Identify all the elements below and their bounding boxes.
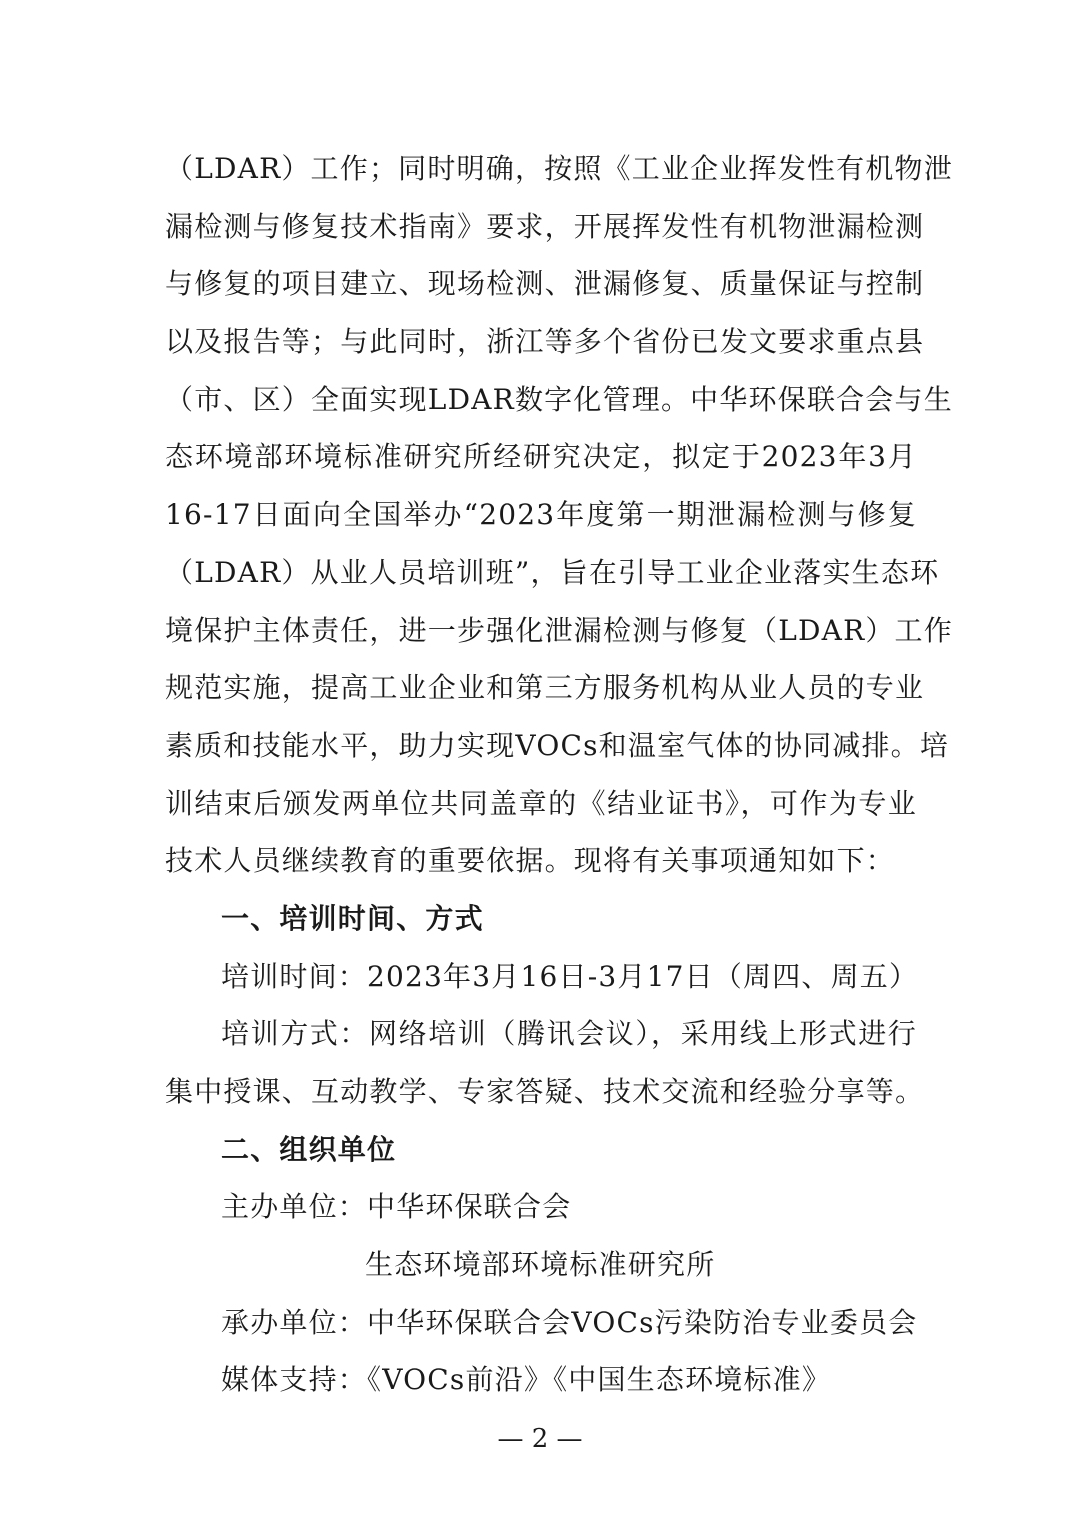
paragraph-line: 训结束后颁发两单位共同盖章的《结业证书》，可作为专业 (165, 786, 917, 820)
section-heading: 一、培训时间、方式 (221, 901, 484, 935)
host-unit-line: 主办单位：中华环保联合会 (221, 1190, 572, 1224)
paragraph-line: 漏检测与修复技术指南》要求，开展挥发性有机物泄漏检测 (165, 209, 925, 243)
intro-paragraph (165, 140, 953, 890)
section-heading: 二、组织单位 (221, 1132, 397, 1166)
organizer-unit-line: 承办单位：中华环保联合会VOCs污染防治专业委员会 (221, 1305, 918, 1339)
paragraph-line: （市、区）全面实现LDAR数字化管理。中华环保联合会与生 (165, 382, 953, 416)
section-organizers (165, 1121, 917, 1409)
paragraph-line: 以及报告等；与此同时，浙江等多个省份已发文要求重点县 (165, 325, 925, 359)
training-time-line: 培训时间：2023年3月16日-3月17日（周四、周五） (221, 959, 919, 993)
paragraph-line: 与修复的项目建立、现场检测、泄漏修复、质量保证与控制 (165, 267, 925, 301)
page-number: — 2 — (497, 1424, 583, 1454)
training-method-line-continued: 集中授课、互动教学、专家答疑、技术交流和经验分享等。 (165, 1075, 925, 1108)
paragraph-line: 境保护主体责任，进一步强化泄漏检测与修复（LDAR）工作 (165, 613, 953, 647)
training-method-line: 培训方式：网络培训（腾讯会议），采用线上形式进行 (221, 1017, 917, 1051)
document-body (165, 140, 953, 1409)
section-training-time-method (165, 890, 925, 1121)
paragraph-line: 规范实施，提高工业企业和第三方服务机构从业人员的专业 (165, 671, 925, 705)
paragraph-line: 技术人员继续教育的重要依据。现将有关事项通知如下： (165, 844, 896, 878)
paragraph-line: （LDAR）从业人员培训班”，旨在引导工业企业落实生态环 (165, 555, 940, 589)
paragraph-line: 16-17日面向全国举办“2023年度第一期泄漏检测与修复 (165, 498, 917, 532)
paragraph-line: 态环境部环境标准研究所经研究决定，拟定于2023年3月 (165, 440, 917, 474)
paragraph-line: （LDAR）工作；同时明确，按照《工业企业挥发性有机物泄 (165, 152, 953, 185)
host-unit-line-continued: 生态环境部环境标准研究所 (365, 1248, 716, 1282)
paragraph-line: 素质和技能水平，助力实现VOCs和温室气体的协同减排。培 (165, 728, 950, 762)
media-support-line: 媒体支持：《VOCs前沿》《中国生态环境标准》 (221, 1363, 832, 1397)
